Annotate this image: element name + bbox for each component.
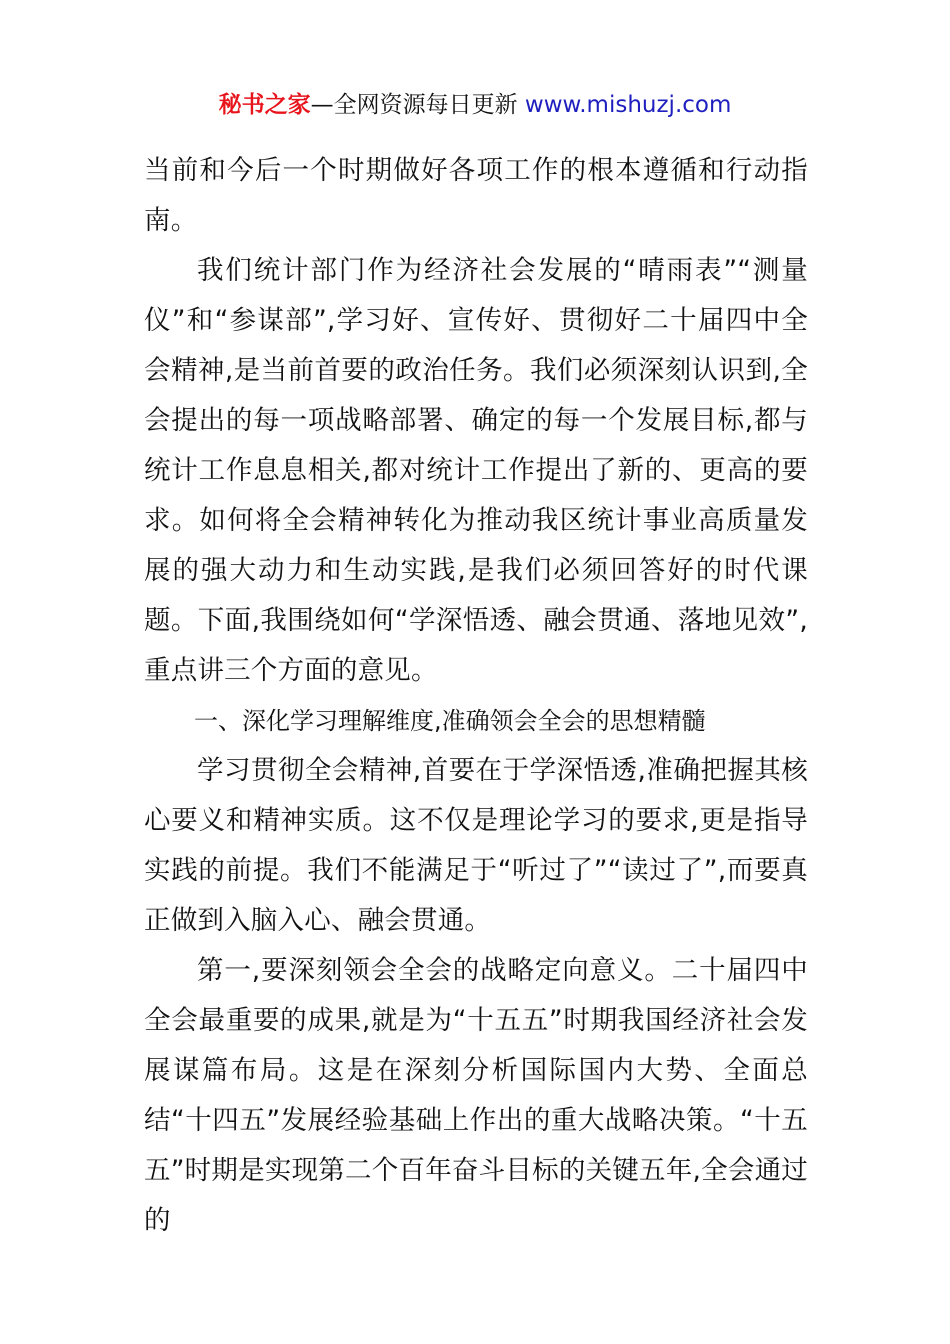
- paragraph-continued: 当前和今后一个时期做好各项工作的根本遵循和行动指南。: [144, 155, 808, 236]
- paragraph-first-point: 第一,要深刻领会全会的战略定向意义。二十届四中全会最重要的成果,就是为“十五五”时期我国经济社会发展谋篇布局。这是在深刻分析国际国内大势、全面总结“十四五”发展经验基础上作出的重大战略决策。“十五五”时期是实现第二个百年奋斗目标的关键五年,全会通过的: [144, 955, 808, 1236]
- paragraph-intro: 我们统计部门作为经济社会发展的“晴雨表”“测量仪”和“参谋部”,学习好、宣传好、贯彻好二十届四中全会精神,是当前首要的政治任务。我们必须深刻认识到,全会提出的每一项战略部署、确定的每一个发展目标,都与统计工作息息相关,都对统计工作提出了新的、更高的要求。如何将全会精神转化为推动我区统计事业高质量发展的强大动力和生动实践,是我们必须回答好的时代课题。下面,我围绕如何“学深悟透、融会贯通、落地见效”,重点讲三个方面的意见。: [144, 255, 808, 686]
- document-body: [144, 146, 808, 1246]
- site-tagline: —全网资源每日更新: [310, 92, 525, 118]
- site-brand: 秘书之家: [218, 92, 311, 118]
- paragraph-study: 学习贯彻全会精神,首要在于学深悟透,准确把握其核心要义和精神实质。这不仅是理论学习的要求,更是指导实践的前提。我们不能满足于“听过了”“读过了”,而要真正做到入脑入心、融会贯通。: [144, 755, 808, 936]
- section-heading-1: 一、深化学习理解维度,准确领会全会的思想精髓: [194, 707, 706, 735]
- site-header: [0, 88, 950, 122]
- site-url-link[interactable]: www.mishuzj.com: [524, 92, 732, 118]
